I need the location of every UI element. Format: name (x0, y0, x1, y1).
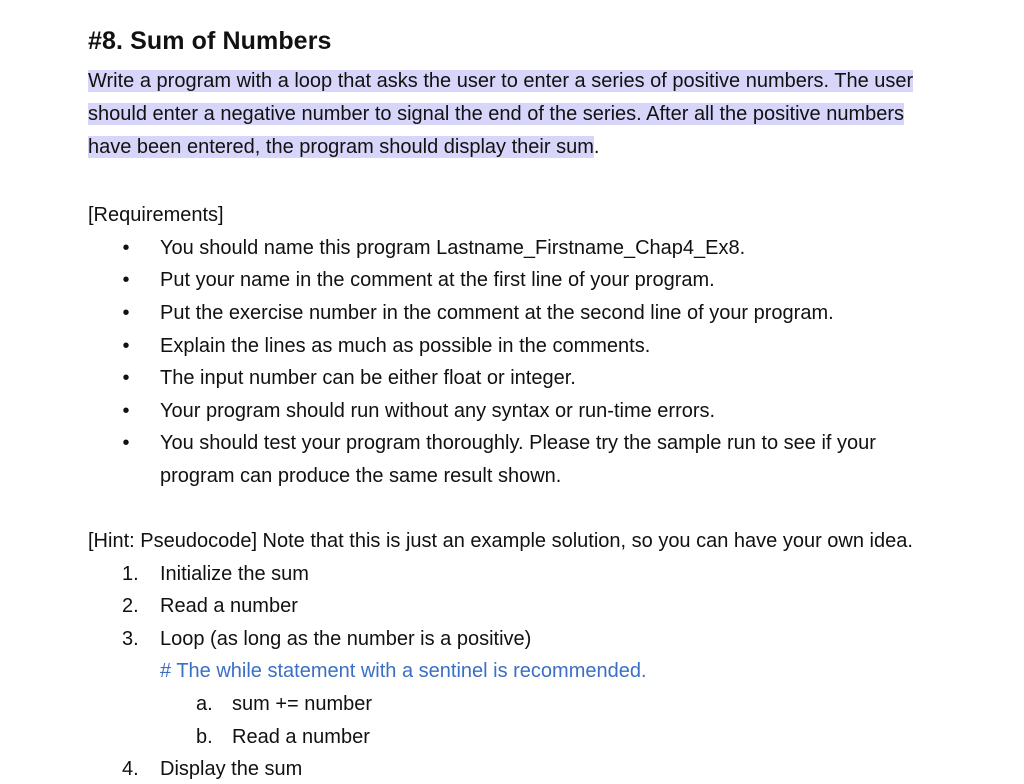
substep-text: Read a number (232, 726, 370, 748)
description-line-1 (88, 68, 913, 94)
substep-text: sum += number (232, 693, 373, 715)
requirement-text: You should test your program thoroughly. Please try the sample run to see if your (160, 432, 876, 454)
requirement-text: program can produce the same result shown. (160, 465, 562, 487)
requirement-text: You should name this program Lastname_Firstname_Chap4_Ex8. (160, 237, 746, 259)
requirement-text: Put your name in the comment at the first line of your program. (160, 269, 715, 291)
requirements-heading: [Requirements] (88, 204, 224, 226)
requirement-text: Explain the lines as much as possible in the comments. (160, 335, 651, 357)
step-number: 2. (122, 595, 139, 617)
bullet-icon: • (122, 400, 130, 422)
bullet-icon: • (122, 335, 130, 357)
requirement-text: The input number can be either float or integer. (160, 367, 576, 389)
step-number: 1. (122, 563, 139, 585)
description-line-2 (88, 101, 904, 127)
bullet-icon: • (122, 367, 130, 389)
highlighted-text: Write a program with a loop that asks the user to enter a series of positive numbers. The user (88, 70, 914, 92)
substep-letter: b. (196, 726, 213, 748)
requirement-text: Put the exercise number in the comment at the second line of your program. (160, 302, 834, 324)
step-text: Display the sum (160, 758, 303, 780)
step-text: Loop (as long as the number is a positive) (160, 628, 532, 650)
description-period: . (593, 136, 600, 158)
description-line-3 (88, 134, 599, 160)
requirement-text: Your program should run without any syntax or run-time errors. (160, 400, 716, 422)
hint-heading: [Hint: Pseudocode] Note that this is just an example solution, so you can have your own idea. (88, 530, 913, 552)
bullet-icon: • (122, 269, 130, 291)
step-number: 4. (122, 758, 139, 780)
bullet-icon: • (122, 302, 130, 324)
highlighted-text: should enter a negative number to signal the end of the series. After all the positive numbers (88, 103, 905, 125)
substep-letter: a. (196, 693, 213, 715)
step-text: Initialize the sum (160, 563, 309, 585)
code-comment: # The while statement with a sentinel is recommended. (160, 660, 647, 682)
bullet-icon: • (122, 432, 130, 454)
exercise-title: #8. Sum of Numbers (88, 27, 332, 55)
step-text: Read a number (160, 595, 298, 617)
highlighted-text: have been entered, the program should display their sum (88, 136, 594, 158)
step-number: 3. (122, 628, 139, 650)
bullet-icon: • (122, 237, 130, 259)
